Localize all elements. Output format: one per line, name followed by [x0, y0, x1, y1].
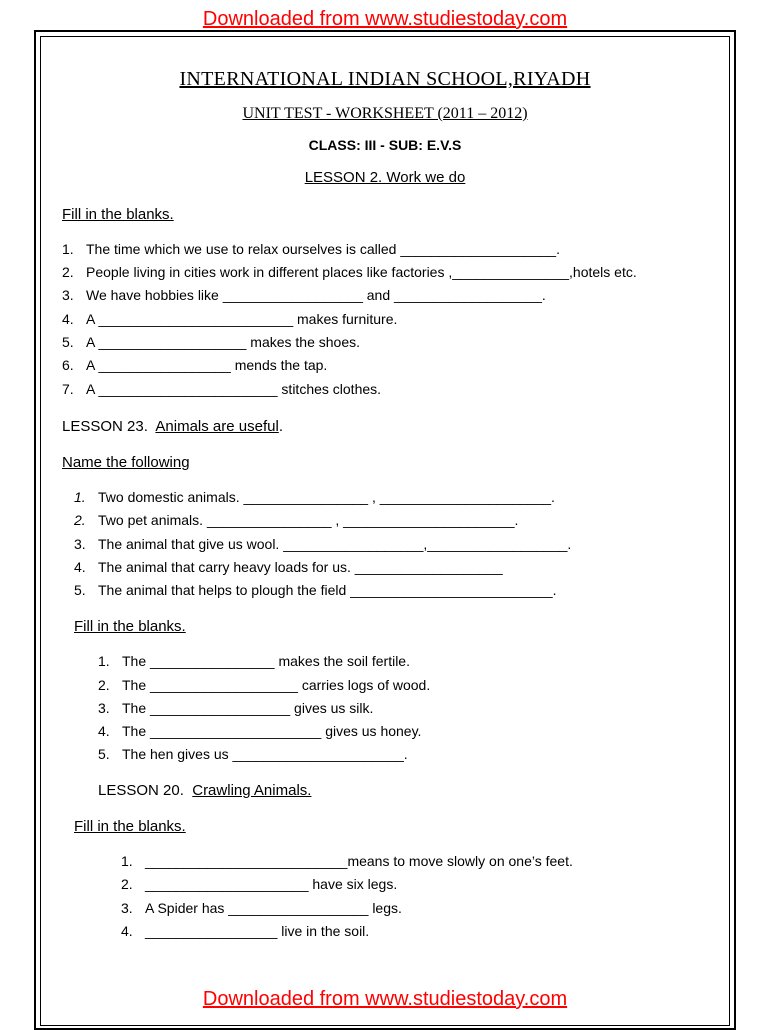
list-item: 1. The time which we use to relax ourselves is called ____________________. [62, 241, 560, 257]
list-item: 2. The ___________________ carries logs of wood. [98, 677, 431, 693]
unit-test-title: UNIT TEST - WORKSHEET (2011 – 2012) [242, 105, 528, 122]
list-item: 1. Two domestic animals. ________________ , ______________________. [74, 489, 555, 505]
class-subject-line: CLASS: III - SUB: E.V.S [308, 137, 462, 153]
list-item: 4. A _________________________ makes furniture. [62, 311, 398, 327]
list-item: 3. The animal that give us wool. __________________,__________________. [74, 536, 572, 552]
list-item: 3. A Spider has __________________ legs. [121, 900, 402, 916]
list-item: 3. We have hobbies like __________________ and ___________________. [62, 287, 546, 303]
list-item: 2. Two pet animals. ________________ , ______________________. [74, 512, 519, 528]
section1-heading: Fill in the blanks. [62, 206, 174, 223]
list-item: 5. A ___________________ makes the shoes. [62, 334, 361, 350]
list-item: 5. The animal that helps to plough the field __________________________. [74, 582, 557, 598]
list-item: 6. A _________________ mends the tap. [62, 357, 328, 373]
list-item: 2. _____________________ have six legs. [121, 876, 398, 892]
list-item: 1. __________________________means to move slowly on one’s feet. [121, 853, 573, 869]
list-item: 3. The __________________ gives us silk. [98, 700, 374, 716]
list-item: 4. _________________ live in the soil. [121, 923, 370, 939]
lesson-20-title: LESSON 20. Crawling Animals. [98, 782, 312, 799]
section4-heading: Fill in the blanks. [74, 818, 186, 835]
lesson-23-title: LESSON 23. Animals are useful. [62, 418, 283, 435]
list-item: 4. The animal that carry heavy loads for us. ___________________ [74, 559, 503, 575]
watermark-top: Downloaded from www.studiestoday.com [202, 8, 568, 30]
list-item: 2. People living in cities work in different places like factories ,_______________,hotels etc. [62, 264, 637, 280]
section3-heading: Fill in the blanks. [74, 618, 186, 635]
list-item: 4. The ______________________ gives us honey. [98, 723, 422, 739]
school-title: INTERNATIONAL INDIAN SCHOOL,RIYADH [179, 68, 591, 90]
list-item: 5. The hen gives us ______________________. [98, 746, 408, 762]
section2-heading: Name the following [62, 454, 190, 471]
list-item: 1. The ________________ makes the soil fertile. [98, 653, 410, 669]
watermark-bottom: Downloaded from www.studiestoday.com [202, 988, 568, 1010]
list-item: 7. A _______________________ stitches clothes. [62, 381, 382, 397]
lesson-2-title: LESSON 2. Work we do [304, 169, 466, 186]
